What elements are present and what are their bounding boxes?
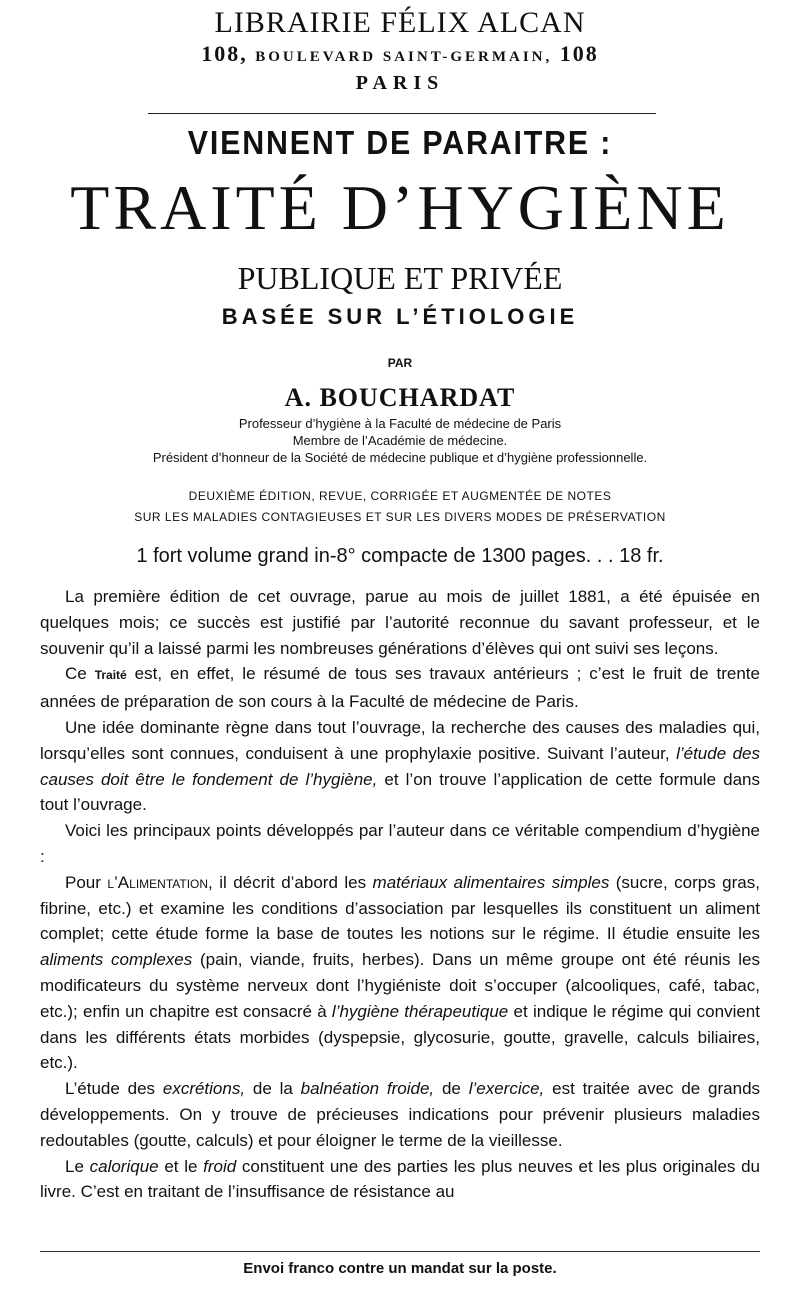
credential-line: Membre de l’Académie de médecine. <box>292 433 508 448</box>
address-street: BOULEVARD SAINT-GERMAIN, <box>255 49 553 65</box>
shipping-note: Envoi franco contre un mandat sur la poste. <box>243 1260 557 1277</box>
author-name: A. BOUCHARDAT <box>284 383 516 412</box>
edition-note <box>0 486 800 528</box>
paragraph-excretions: L’étude des excrétions, de la balnéation froide, de l’exercice, est traitée avec de grands développements. On y trouve de précieuses indications pour prévenir plusieurs maladies redoutables (goutte, calculs) et pour éloigner le terme de la vieillesse. <box>40 1079 761 1150</box>
by-label: PAR <box>387 356 413 370</box>
footer-divider <box>40 1251 760 1252</box>
description-body <box>40 584 760 1205</box>
paragraph-first-edition: La première édition de cet ouvrage, parue au mois de juillet 1881, a été épuisée en quelques mois; ce succès est justifié par l’autorité reconnue du savant professeur, et le souvenir qu’il a laissé parmi les nombreuses générations d’élèves qui ont suivi ses leçons. <box>40 587 760 658</box>
edition-line: DEUXIÈME ÉDITION, REVUE, CORRIGÉE ET AUGMENTÉE DE NOTES <box>188 489 612 503</box>
paragraph-alimentation: Pour l’Alimentation, il décrit d’abord les matériaux alimentaires simples (sucre, corps gras, fibrine, etc.) et examine les conditions d’association par lesquelles ils constituent un aliment complet; cette étude forme la base de toutes les notions sur le régime. Il étudie ensuite les aliments complexes (pain, viande, fruits, herbes). Dans un même groupe ont été réunis les modificateurs du système nerveux dont l’hygiéniste doit s’occuper (alcooliques, café, tabac, etc.); enfin un chapitre est consacré à l’hygiène thérapeutique et indique le régime qui convient dans les différents états morbides (dyspepsie, glycosurie, goutte, gravelle, calculs biliaires, etc.). <box>40 872 760 1073</box>
author-credentials <box>0 415 800 466</box>
announcement-heading: VIENNENT DE PARAITRE : <box>187 124 613 161</box>
book-subtitle-secondary: BASÉE SUR L’ÉTIOLOGIE <box>221 304 579 329</box>
credential-line: Président d’honneur de la Société de médecine publique et d’hygiène professionnelle. <box>152 450 648 465</box>
publisher-address <box>0 40 800 71</box>
header-divider <box>148 113 656 114</box>
address-number-right: 108 <box>559 41 599 66</box>
paragraph-main-points: Voici les principaux points développés par l’auteur dans ce véritable compendium d’hygiène : <box>40 821 760 866</box>
address-number-left: 108, <box>201 41 248 66</box>
credential-line: Professeur d’hygiène à la Faculté de médecine de Paris <box>238 416 562 431</box>
paragraph-dominant-idea: Une idée dominante règne dans tout l’ouvrage, la recherche des causes des maladies qui, lorsqu’elles sont connues, conduisent à une prophylaxie positive. Suivant l’auteur, l’étude des causes doit être le fondement de l’hygiène, et l’on trouve l’application de cette formule dans tout l’ouvrage. <box>40 717 760 815</box>
paragraph-calorique: Le calorique et le froid constituent une des parties les plus neuves et les plus originales du livre. C’est en traitant de l’insuffisance de résistance au <box>40 1156 761 1202</box>
publisher-name: LIBRAIRIE FÉLIX ALCAN <box>214 6 586 39</box>
paragraph-traite: Ce Traité est, en effet, le résumé de tous ses travaux antérieurs ; c’est le fruit de trente années de préparation de son cours à la Faculté de médecine de Paris. <box>40 664 760 712</box>
edition-line: SUR LES MALADIES CONTAGIEUSES ET SUR LES DIVERS MODES DE PRÉSERVATION <box>134 510 666 524</box>
book-title: TRAITÉ D’HYGIÈNE <box>70 172 730 243</box>
book-subtitle: PUBLIQUE ET PRIVÉE <box>237 260 563 296</box>
publisher-city: PARIS <box>355 72 445 94</box>
volume-price-line: 1 fort volume grand in-8° compacte de 1300 pages. . . 18 fr. <box>136 545 664 567</box>
